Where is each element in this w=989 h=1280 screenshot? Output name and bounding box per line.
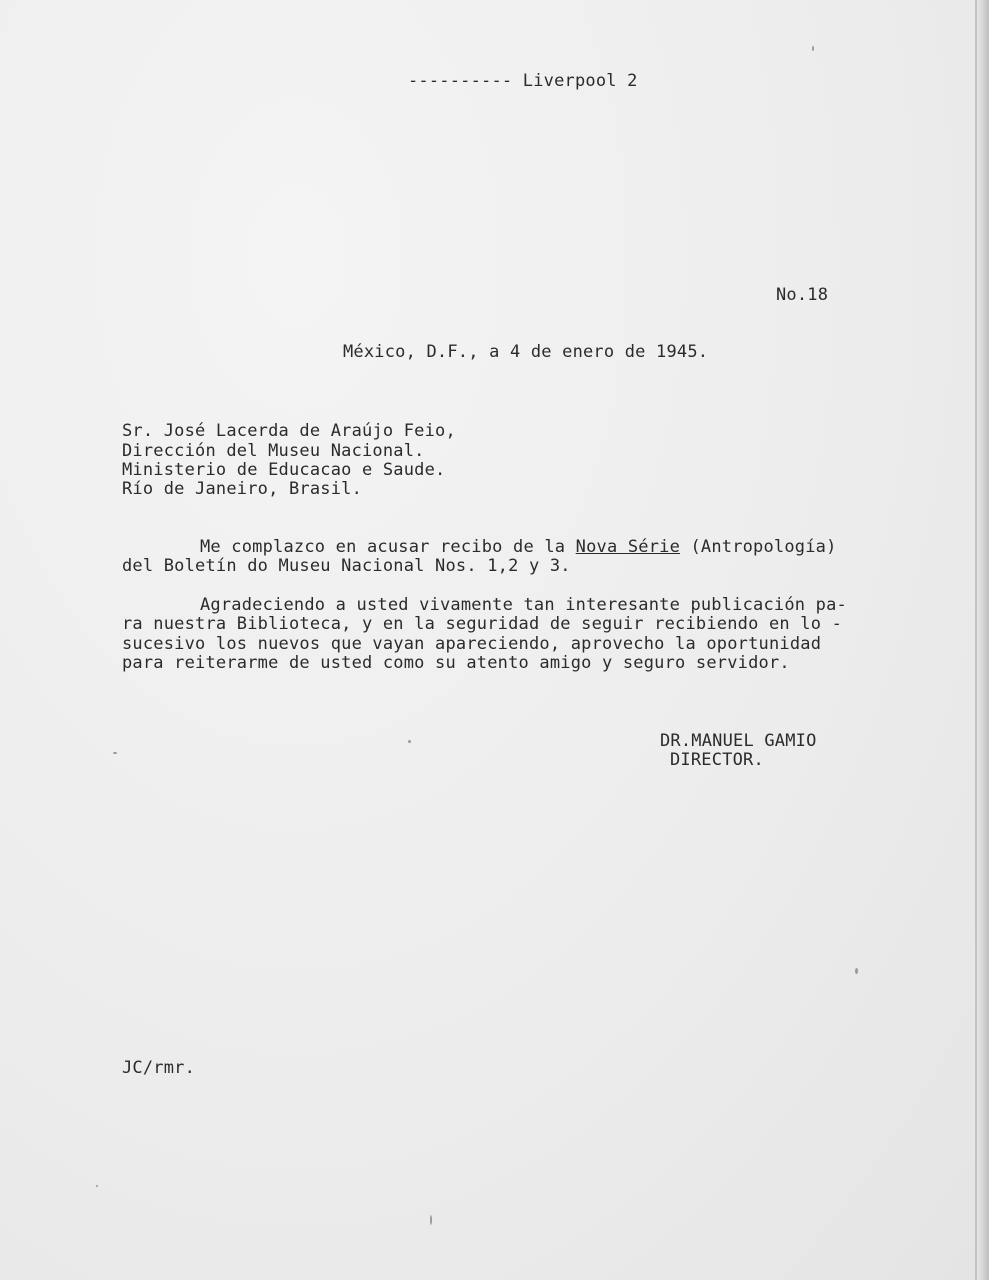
paper-speck	[855, 968, 858, 974]
paragraph-text: (Antropología)	[680, 537, 837, 557]
letter-date: México, D.F., a 4 de enero de 1945.	[343, 342, 709, 362]
paper-edge-shadow	[975, 0, 977, 1280]
paragraph-line: ra nuestra Biblioteca, y en la seguridad de seguir recibiendo en lo -	[122, 614, 843, 634]
paper-speck	[96, 1185, 98, 1187]
recipient-line: Sr. José Lacerda de Araújo Feio,	[122, 421, 456, 441]
paragraph-line: del Boletín do Museu Nacional Nos. 1,2 y 3.	[122, 556, 571, 576]
paragraph-line: Agradeciendo a usted vivamente tan interesante publicación pa-	[200, 595, 847, 615]
paper-edge	[975, 0, 989, 1280]
paper-speck	[113, 752, 117, 754]
recipient-line: Dirección del Museu Nacional.	[122, 441, 425, 461]
paper-speck	[408, 740, 411, 743]
paragraph-line	[200, 539, 837, 556]
signature-name: DR.MANUEL GAMIO	[660, 731, 817, 751]
underlined-title: Nova Série	[575, 537, 681, 557]
signature-title: DIRECTOR.	[670, 750, 764, 770]
paper-speck	[812, 46, 814, 51]
paragraph-line: sucesivo los nuevos que vayan apareciendo, aprovecho la oportunidad	[122, 634, 822, 654]
paper-speck	[430, 1215, 432, 1225]
paragraph-line: para reiterarme de usted como su atento amigo y seguro servidor.	[122, 653, 790, 673]
letter-number: No.18	[776, 285, 829, 305]
paragraph-text: Me complazco en acusar recibo de la	[200, 537, 576, 557]
letter-header: ---------- Liverpool 2	[408, 71, 638, 91]
recipient-line: Río de Janeiro, Brasil.	[122, 479, 363, 499]
recipient-line: Ministerio de Educacao e Saude.	[122, 460, 446, 480]
typist-initials: JC/rmr.	[122, 1058, 196, 1078]
